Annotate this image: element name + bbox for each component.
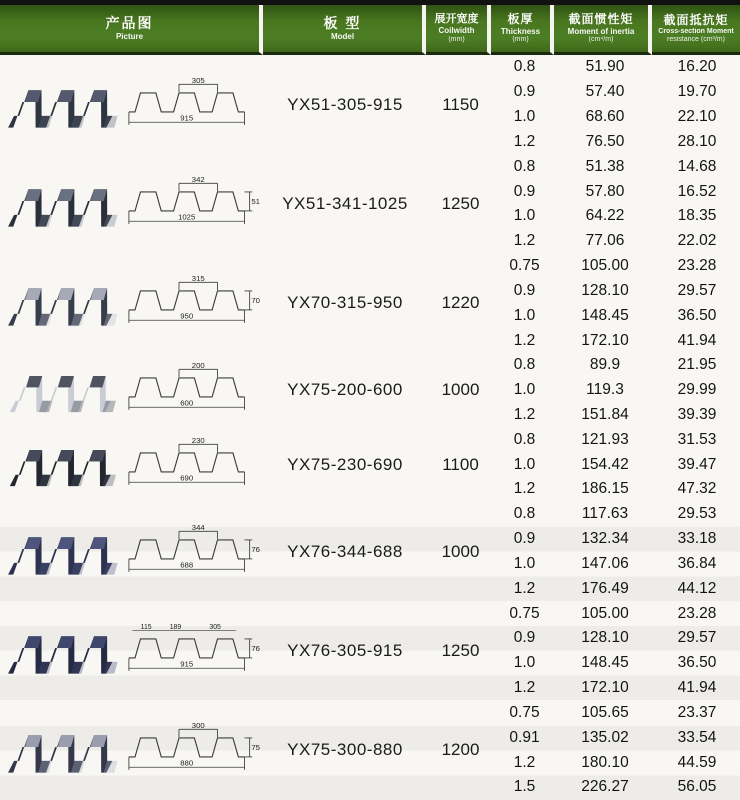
spec-rows xyxy=(493,154,740,253)
inertia-value: 151.84 xyxy=(581,406,629,423)
header-picture-zh: 产品图 xyxy=(105,14,154,31)
model-label: YX70-315-950 xyxy=(287,293,403,313)
thickness-value: 1.0 xyxy=(513,108,536,126)
svg-text:315: 315 xyxy=(191,274,205,284)
thickness-value: 0.8 xyxy=(513,356,536,374)
model-group xyxy=(0,701,740,800)
inertia-value: 148.45 xyxy=(581,654,629,672)
inertia-value: 57.80 xyxy=(585,182,625,200)
inertia-value: 121.93 xyxy=(581,430,629,448)
header-inertia xyxy=(554,5,652,55)
spec-row xyxy=(493,328,740,353)
coilwidth-value: 1000 xyxy=(441,541,480,561)
svg-text:51: 51 xyxy=(251,196,260,206)
resistance-value: 18.35 xyxy=(677,207,717,225)
svg-text:880: 880 xyxy=(180,758,194,768)
spec-row xyxy=(493,477,740,502)
svg-text:76: 76 xyxy=(251,643,260,653)
spec-row xyxy=(493,403,740,428)
spec-row xyxy=(493,601,740,626)
coilwidth-value: 1220 xyxy=(441,293,480,313)
spec-rows xyxy=(493,55,740,154)
thickness-value: 1.5 xyxy=(513,778,536,796)
spec-row xyxy=(493,229,740,254)
inertia-value: 128.10 xyxy=(581,629,629,647)
picture-cell xyxy=(0,601,262,700)
resistance-value: 39.47 xyxy=(677,455,717,473)
thickness-value: 1.2 xyxy=(513,679,536,697)
header-thickness-en: Thickness xyxy=(500,26,541,36)
resistance-value: 39.39 xyxy=(677,406,717,423)
spec-row xyxy=(493,154,740,179)
svg-text:189: 189 xyxy=(169,623,182,631)
thickness-value: 0.91 xyxy=(509,728,540,746)
thickness-value: 1.2 xyxy=(513,480,536,498)
thickness-value: 1.0 xyxy=(513,381,536,399)
table-body xyxy=(0,55,740,800)
svg-text:305: 305 xyxy=(191,75,205,85)
inertia-value: 64.22 xyxy=(585,207,625,225)
thickness-value: 0.9 xyxy=(513,281,536,299)
spec-row xyxy=(493,130,740,155)
spec-row xyxy=(493,303,740,328)
header-thickness-unit: (mm) xyxy=(512,36,529,44)
profile-drawing xyxy=(122,519,260,585)
spec-row xyxy=(493,55,740,80)
inertia-value: 172.10 xyxy=(581,331,629,349)
model-label: YX51-305-915 xyxy=(287,94,403,114)
coilwidth-cell xyxy=(428,502,493,601)
profile-drawing xyxy=(122,72,260,138)
coilwidth-value: 1250 xyxy=(441,193,480,213)
coilwidth-value: 1250 xyxy=(441,640,480,660)
model-cell xyxy=(262,55,428,154)
thickness-value: 1.0 xyxy=(513,654,536,672)
svg-text:300: 300 xyxy=(191,721,205,731)
thickness-value: 1.0 xyxy=(513,306,536,324)
profile-drawing xyxy=(122,357,260,423)
header-model xyxy=(263,5,426,55)
resistance-value: 23.28 xyxy=(677,604,717,622)
spec-row xyxy=(493,278,740,303)
resistance-value: 31.53 xyxy=(677,430,717,448)
thickness-value: 1.2 xyxy=(513,753,536,771)
header-resistance-en: Cross-section Moment xyxy=(658,28,734,36)
spec-row xyxy=(493,378,740,403)
resistance-value: 36.50 xyxy=(677,654,717,672)
resistance-value: 29.53 xyxy=(677,505,717,523)
thickness-value: 1.0 xyxy=(513,207,536,225)
thickness-value: 0.75 xyxy=(509,257,540,275)
profile-photo xyxy=(4,355,122,425)
svg-text:75: 75 xyxy=(251,743,260,753)
thickness-value: 1.2 xyxy=(513,406,536,423)
model-group xyxy=(0,601,740,700)
spec-row xyxy=(493,676,740,701)
resistance-value: 28.10 xyxy=(677,132,717,150)
coilwidth-value: 1150 xyxy=(442,94,479,114)
profile-photo xyxy=(4,713,122,787)
inertia-value: 77.06 xyxy=(585,232,625,250)
picture-cell xyxy=(0,154,262,253)
model-group xyxy=(0,55,740,154)
inertia-value: 76.50 xyxy=(585,132,625,150)
spec-row xyxy=(493,254,740,279)
thickness-value: 0.9 xyxy=(513,182,536,200)
svg-text:200: 200 xyxy=(191,361,205,371)
model-label: YX75-300-880 xyxy=(287,740,403,760)
profile-drawing xyxy=(122,618,260,684)
inertia-value: 172.10 xyxy=(581,679,629,697)
coilwidth-value: 1000 xyxy=(441,380,480,400)
table-header xyxy=(0,0,740,55)
thickness-value: 1.2 xyxy=(513,132,536,150)
model-cell xyxy=(262,154,428,253)
spec-rows xyxy=(493,254,740,353)
coilwidth-cell xyxy=(428,701,493,800)
spec-row xyxy=(493,105,740,130)
thickness-value: 0.9 xyxy=(513,83,536,101)
model-group xyxy=(0,254,740,353)
spec-row xyxy=(493,452,740,477)
spec-row xyxy=(493,775,740,800)
spec-row xyxy=(493,750,740,775)
profile-photo xyxy=(4,515,122,589)
inertia-value: 119.3 xyxy=(586,381,624,399)
svg-text:70: 70 xyxy=(251,296,260,306)
inertia-value: 180.10 xyxy=(581,753,629,771)
profile-drawing xyxy=(122,432,260,498)
spec-row xyxy=(493,651,740,676)
inertia-value: 105.65 xyxy=(581,703,629,721)
resistance-value: 29.57 xyxy=(677,281,717,299)
model-label: YX75-200-600 xyxy=(287,380,403,400)
resistance-value: 41.94 xyxy=(677,331,717,349)
svg-text:76: 76 xyxy=(251,544,260,554)
thickness-value: 1.2 xyxy=(513,579,536,597)
thickness-value: 1.0 xyxy=(513,455,536,473)
header-picture-en: Picture xyxy=(115,31,144,41)
spec-row xyxy=(493,701,740,726)
svg-text:600: 600 xyxy=(180,398,194,408)
svg-text:688: 688 xyxy=(180,560,194,570)
coilwidth-cell xyxy=(428,55,493,154)
model-label: YX76-344-688 xyxy=(287,541,403,561)
coilwidth-cell xyxy=(428,353,493,427)
resistance-value: 41.94 xyxy=(677,679,717,697)
svg-text:115: 115 xyxy=(140,623,152,631)
inertia-value: 147.06 xyxy=(581,554,629,572)
inertia-value: 117.63 xyxy=(581,505,629,523)
model-cell xyxy=(262,701,428,800)
model-label: YX51-341-1025 xyxy=(282,193,408,213)
spec-row xyxy=(493,179,740,204)
profile-drawing xyxy=(122,171,260,237)
resistance-value: 33.18 xyxy=(677,530,717,548)
inertia-value: 154.42 xyxy=(581,455,629,473)
spec-row xyxy=(493,204,740,229)
svg-text:342: 342 xyxy=(191,174,205,184)
model-cell xyxy=(262,427,428,501)
spec-row xyxy=(493,353,740,378)
resistance-value: 29.99 xyxy=(677,381,717,399)
spec-rows xyxy=(493,427,740,501)
svg-text:305: 305 xyxy=(209,623,221,631)
spec-row xyxy=(493,552,740,577)
thickness-value: 0.75 xyxy=(509,703,540,721)
inertia-value: 105.00 xyxy=(581,604,629,622)
inertia-value: 176.49 xyxy=(581,579,629,597)
spec-row xyxy=(493,427,740,452)
resistance-value: 16.20 xyxy=(677,58,717,76)
resistance-value: 44.59 xyxy=(677,753,717,771)
resistance-value: 19.70 xyxy=(677,83,717,101)
model-cell xyxy=(262,601,428,700)
header-resistance-unit: resistance (cm³/m) xyxy=(667,35,725,43)
spec-rows xyxy=(493,601,740,700)
thickness-value: 0.8 xyxy=(513,157,536,175)
model-group xyxy=(0,154,740,253)
resistance-value: 36.50 xyxy=(677,306,717,324)
coilwidth-cell xyxy=(428,154,493,253)
thickness-value: 0.8 xyxy=(513,58,536,76)
thickness-value: 0.8 xyxy=(513,505,536,523)
spec-rows xyxy=(493,353,740,427)
header-coilwidth-unit: (mm) xyxy=(448,35,465,43)
spec-row xyxy=(493,576,740,601)
inertia-value: 226.27 xyxy=(581,778,629,796)
inertia-value: 51.90 xyxy=(585,58,625,76)
inertia-value: 68.60 xyxy=(585,108,625,126)
model-group xyxy=(0,427,740,501)
svg-text:950: 950 xyxy=(180,311,194,321)
model-group xyxy=(0,502,740,601)
spec-rows xyxy=(493,701,740,800)
header-model-zh: 板 型 xyxy=(323,14,362,31)
coilwidth-cell xyxy=(428,254,493,353)
header-resistance-zh: 截面抵抗矩 xyxy=(663,12,729,27)
resistance-value: 36.84 xyxy=(677,554,717,572)
picture-cell xyxy=(0,254,262,353)
coilwidth-value: 1100 xyxy=(442,454,479,474)
thickness-value: 1.2 xyxy=(513,331,536,349)
resistance-value: 29.57 xyxy=(677,629,717,647)
inertia-value: 186.15 xyxy=(581,480,629,498)
inertia-value: 89.9 xyxy=(589,356,621,374)
picture-cell xyxy=(0,502,262,601)
resistance-value: 23.37 xyxy=(677,703,717,721)
model-cell xyxy=(262,502,428,601)
thickness-value: 0.75 xyxy=(509,604,540,622)
picture-cell xyxy=(0,353,262,427)
inertia-value: 135.02 xyxy=(581,728,629,746)
resistance-value: 14.68 xyxy=(677,157,717,175)
header-inertia-unit: (cm⁴/m) xyxy=(588,36,614,44)
inertia-value: 148.45 xyxy=(581,306,629,324)
inertia-value: 128.10 xyxy=(581,281,629,299)
thickness-value: 0.9 xyxy=(513,629,536,647)
resistance-value: 33.54 xyxy=(677,728,717,746)
spec-row xyxy=(493,725,740,750)
thickness-value: 0.9 xyxy=(513,530,536,548)
svg-text:230: 230 xyxy=(191,435,205,445)
spec-row xyxy=(493,502,740,527)
profile-photo xyxy=(4,266,122,340)
thickness-value: 1.0 xyxy=(513,554,536,572)
picture-cell xyxy=(0,55,262,154)
inertia-value: 105.00 xyxy=(581,257,629,275)
header-model-en: Model xyxy=(330,31,355,41)
svg-text:915: 915 xyxy=(180,113,194,123)
svg-text:915: 915 xyxy=(180,659,194,669)
spec-row xyxy=(493,80,740,105)
header-inertia-zh: 截面惯性矩 xyxy=(568,12,634,27)
model-cell xyxy=(262,353,428,427)
header-inertia-en: Moment of inertia xyxy=(567,26,635,36)
spec-row xyxy=(493,626,740,651)
header-thickness xyxy=(491,5,554,55)
resistance-value: 21.95 xyxy=(677,356,717,374)
resistance-value: 47.32 xyxy=(677,480,717,498)
svg-text:690: 690 xyxy=(180,473,194,483)
model-cell xyxy=(262,254,428,353)
thickness-value: 1.2 xyxy=(513,232,536,250)
inertia-value: 57.40 xyxy=(585,83,625,101)
resistance-value: 16.52 xyxy=(677,182,717,200)
thickness-value: 0.8 xyxy=(513,430,536,448)
svg-text:1025: 1025 xyxy=(178,212,196,222)
header-resistance xyxy=(652,5,740,55)
coilwidth-cell xyxy=(428,601,493,700)
model-label: YX76-305-915 xyxy=(287,640,403,660)
inertia-value: 132.34 xyxy=(581,530,629,548)
resistance-value: 22.10 xyxy=(677,108,717,126)
resistance-value: 22.02 xyxy=(677,232,717,250)
spec-row xyxy=(493,527,740,552)
spec-rows xyxy=(493,502,740,601)
profile-photo xyxy=(4,68,122,142)
picture-cell xyxy=(0,701,262,800)
header-coilwidth xyxy=(426,5,491,55)
picture-cell xyxy=(0,427,262,501)
profile-drawing xyxy=(122,717,260,783)
profile-photo xyxy=(4,429,122,499)
profile-drawing xyxy=(122,270,260,336)
profile-photo xyxy=(4,167,122,241)
header-coilwidth-en: Coilwidth xyxy=(438,26,475,36)
profile-photo xyxy=(4,614,122,688)
model-group xyxy=(0,353,740,427)
header-coilwidth-zh: 展开宽度 xyxy=(434,12,479,25)
resistance-value: 56.05 xyxy=(677,778,717,796)
resistance-value: 44.12 xyxy=(677,579,717,597)
header-thickness-zh: 板厚 xyxy=(507,12,534,27)
coilwidth-value: 1200 xyxy=(441,740,480,760)
resistance-value: 23.28 xyxy=(677,257,717,275)
header-picture xyxy=(0,5,263,55)
model-label: YX75-230-690 xyxy=(287,454,403,474)
svg-text:344: 344 xyxy=(191,522,205,532)
coilwidth-cell xyxy=(428,427,493,501)
inertia-value: 51.38 xyxy=(585,157,625,175)
